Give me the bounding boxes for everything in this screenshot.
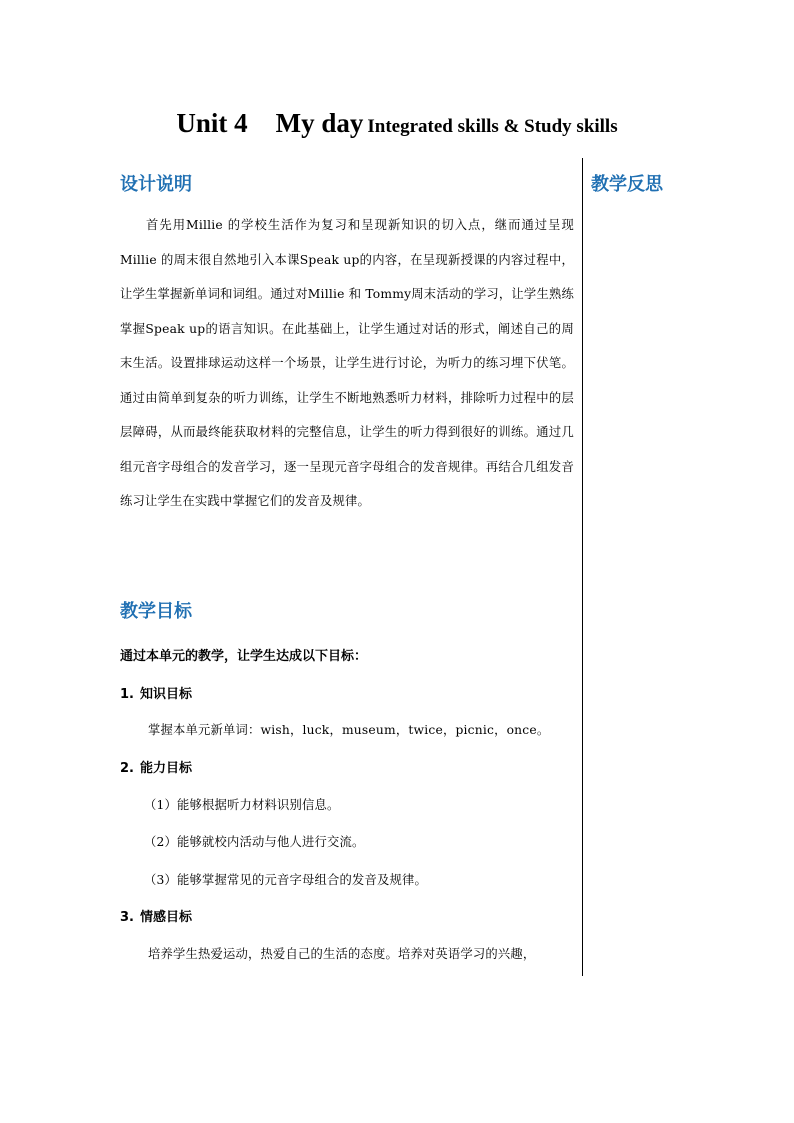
emotion-number: 3. [120, 910, 134, 925]
ability-number: 2. [120, 761, 134, 776]
ability-item: （1）能够根据听力材料识别信息。 [144, 798, 340, 812]
title-unit: Unit 4 [176, 108, 248, 138]
knowledge-text: 掌握本单元新单词：wish，luck，museum，twice，picnic，once。 [148, 723, 550, 737]
knowledge-number: 1. [120, 687, 134, 702]
emotion-label: 情感目标 [140, 910, 193, 925]
objectives-heading: 教学目标 [120, 601, 192, 622]
design-heading: 设计说明 [120, 174, 192, 195]
title-subtitle: Integrated skills & Study skills [367, 116, 618, 137]
document-title [0, 108, 794, 139]
emotion-text: 培养学生热爱运动，热爱自己的生活的态度。培养对英语学习的兴趣， [148, 947, 536, 961]
ability-item: （2）能够就校内活动与他人进行交流。 [144, 835, 365, 849]
ability-label: 能力目标 [140, 761, 193, 776]
column-divider [582, 158, 583, 976]
objectives-lead: 通过本单元的教学，让学生达成以下目标： [120, 649, 368, 664]
design-paragraph: 首先用Millie 的学校生活作为复习和呈现新知识的切入点，继而通过呈现Millie 的周末很自然地引入本课Speak up的内容，在呈现新授课的内容过程中，让学生掌握新单词和词组。通过对Millie 和 Tommy周末活动的学习，让学生熟练掌握Speak up的语言知识。在此基础上，让学生通过对话的形式，阐述自己的周末生活。设置排球运动这样一个场景，让学生进行讨论，为听力的练习埋下伏笔。通过由简单到复杂的听力训练，让学生不断地熟悉听力材料，排除听力过程中的层层障碍，从而最终能获取材料的完整信息，让学生的听力得到很好的训练。通过几组元音字母组合的发音学习，逐一呈现元音字母组合的发音规律。再结合几组发音练习让学生在实践中掌握它们的发音及规律。 [120, 218, 574, 508]
knowledge-label: 知识目标 [140, 687, 193, 702]
ability-item: （3）能够掌握常见的元音字母组合的发音及规律。 [144, 873, 427, 887]
knowledge-subheading [120, 683, 192, 702]
ability-subheading [120, 757, 192, 776]
title-topic: My day [275, 108, 364, 138]
reflection-heading: 教学反思 [591, 174, 663, 195]
emotion-subheading [120, 906, 192, 925]
